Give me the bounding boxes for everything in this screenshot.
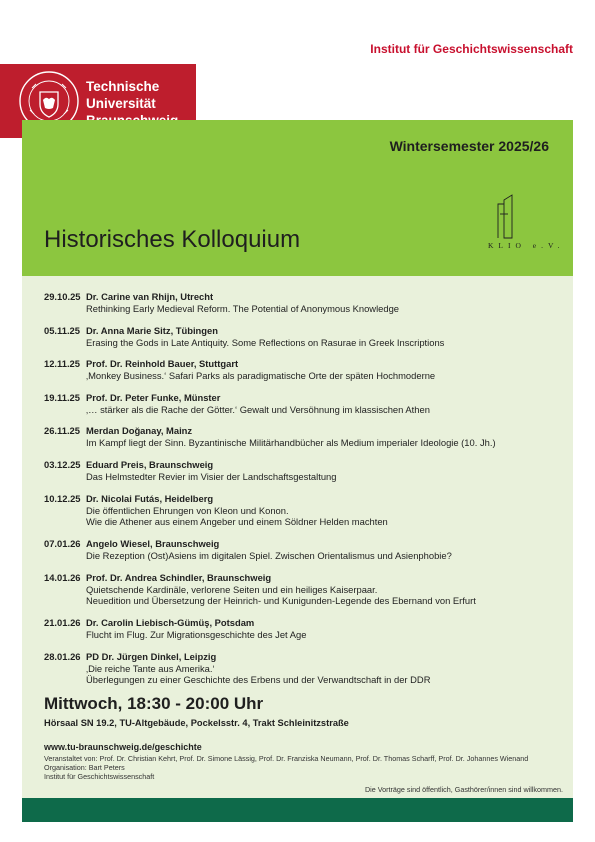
- event-location: Hörsaal SN 19.2, TU-Altgebäude, Pockelsstr. 4, Trakt Schleinitzstraße: [44, 718, 349, 728]
- talk-title: Erasing the Gods in Late Antiquity. Some Reflections on Rasurae in Greek Inscriptions: [86, 336, 445, 348]
- talk-header: [44, 425, 564, 437]
- talk-item: [44, 325, 564, 349]
- talk-speaker: Prof. Dr. Peter Funke, Münster: [86, 391, 221, 403]
- talk-item: [44, 538, 564, 562]
- talk-date: 07.01.26: [44, 537, 81, 549]
- talk-item: [44, 493, 564, 529]
- talk-speaker: Merdan Doğanay, Mainz: [86, 425, 193, 437]
- talk-title: Die Rezeption (Ost)Asiens im digitalen Spiel. Zwischen Orientalismus und Asienphobie?: [86, 549, 452, 561]
- talk-date: 28.01.26: [44, 650, 81, 662]
- talk-title: ‚Monkey Business.‘ Safari Parks als paradigmatische Orte der späten Hochmoderne: [86, 370, 436, 382]
- talk-date: 19.11.25: [44, 391, 80, 403]
- talk-header: [44, 538, 564, 550]
- talk-speaker: Dr. Carolin Liebisch-Gümüş, Potsdam: [86, 616, 255, 628]
- university-name-line: Technische: [86, 79, 160, 94]
- page-title: Historisches Kolloquium: [44, 226, 301, 253]
- talk-header: [44, 325, 564, 337]
- talk-header: [44, 572, 564, 584]
- talk-item: [44, 459, 564, 483]
- talk-title: Wie die Athener aus einem Angeber und einem Söldner Helden machten: [86, 516, 388, 528]
- talk-date: 14.01.26: [44, 571, 81, 583]
- footer-institute: Institut für Geschichtswissenschaft: [44, 772, 155, 781]
- organisation-text: Organisation: Bart Peters: [44, 763, 125, 772]
- talk-title: Im Kampf liegt der Sinn. Byzantinische Militärhandbücher als Medium imperialer Ideologie (10. Jh.): [86, 437, 496, 449]
- talk-header: [44, 392, 564, 404]
- talk-item: [44, 617, 564, 641]
- talk-date: 05.11.25: [44, 324, 80, 336]
- talk-item: [44, 651, 564, 687]
- talk-date: 03.12.25: [44, 458, 81, 470]
- talk-list: [44, 291, 564, 696]
- talk-title: Neuedition und Übersetzung der Heinrich- und Kunigunden-Legende des Ebernand von Erfurt: [86, 595, 476, 607]
- talk-header: [44, 617, 564, 629]
- talk-title: Das Helmstedter Revier im Visier der Landschaftsgestaltung: [86, 470, 337, 482]
- talk-item: [44, 392, 564, 416]
- klio-label: KLIO e.V.: [488, 241, 565, 250]
- talk-date: 26.11.25: [44, 425, 80, 437]
- talk-title: Rethinking Early Medieval Reform. The Potential of Anonymous Knowledge: [86, 303, 400, 314]
- title-banner: [22, 120, 573, 276]
- talk-speaker: Dr. Anna Marie Sitz, Tübingen: [86, 324, 218, 336]
- footer-bar: [22, 798, 573, 822]
- talk-header: [44, 358, 564, 370]
- talk-speaker: Prof. Dr. Reinhold Bauer, Stuttgart: [86, 358, 239, 370]
- talk-speaker: Prof. Dr. Andrea Schindler, Braunschweig: [86, 571, 272, 583]
- talk-speaker: Dr. Nicolai Futás, Heidelberg: [86, 492, 214, 504]
- talk-title: Die öffentlichen Ehrungen von Kleon und Konon.: [86, 504, 289, 516]
- talk-date: 21.01.26: [44, 616, 81, 628]
- talk-item: [44, 425, 564, 449]
- talk-date: 10.12.25: [44, 492, 81, 504]
- talk-title: ‚… stärker als die Rache der Götter.‘ Gewalt und Versöhnung im klassischen Athen: [86, 403, 430, 415]
- talk-speaker: Eduard Preis, Braunschweig: [86, 458, 214, 470]
- semester-label: Wintersemester 2025/26: [389, 138, 549, 154]
- talk-header: [44, 493, 564, 505]
- talk-header: [44, 651, 564, 663]
- university-name-line: Universität: [86, 96, 156, 111]
- talk-speaker: Dr. Carine van Rhijn, Utrecht: [86, 291, 214, 302]
- talk-item: [44, 291, 564, 315]
- program-section: [22, 276, 573, 798]
- talk-speaker: Angelo Wiesel, Braunschweig: [86, 537, 220, 549]
- talk-speaker: PD Dr. Jürgen Dinkel, Leipzig: [86, 650, 217, 662]
- public-note: Die Vorträge sind öffentlich, Gasthörer/innen sind willkommen.: [364, 785, 563, 794]
- talk-header: [44, 459, 564, 471]
- talk-item: [44, 358, 564, 382]
- organizers-text: Veranstaltet von: Prof. Dr. Christian Kehrt, Prof. Dr. Simone Lässig, Prof. Dr. Franziska Neumann, Prof. Dr. Thomas Scharff, Prof. Dr. Johannes Wienand: [44, 754, 529, 763]
- talk-title: Flucht im Flug. Zur Migrationsgeschichte des Jet Age: [86, 628, 307, 640]
- event-time: Mittwoch, 18:30 - 20:00 Uhr: [44, 694, 264, 713]
- talk-date: 12.11.25: [44, 358, 80, 370]
- talk-header: [44, 291, 564, 303]
- institute-name: Institut für Geschichtswissenschaft: [370, 42, 573, 56]
- talk-title: Quietschende Kardinäle, verlorene Seiten und ein heiliges Kaiserpaar.: [86, 583, 378, 595]
- talk-date: 29.10.25: [44, 291, 81, 302]
- talk-title: ‚Die reiche Tante aus Amerika.‘: [86, 662, 215, 674]
- talk-item: [44, 572, 564, 608]
- website-link[interactable]: www.tu-braunschweig.de/geschichte: [44, 742, 202, 752]
- talk-title: Überlegungen zu einer Geschichte des Erbens und der Verwandtschaft in der DDR: [86, 674, 431, 686]
